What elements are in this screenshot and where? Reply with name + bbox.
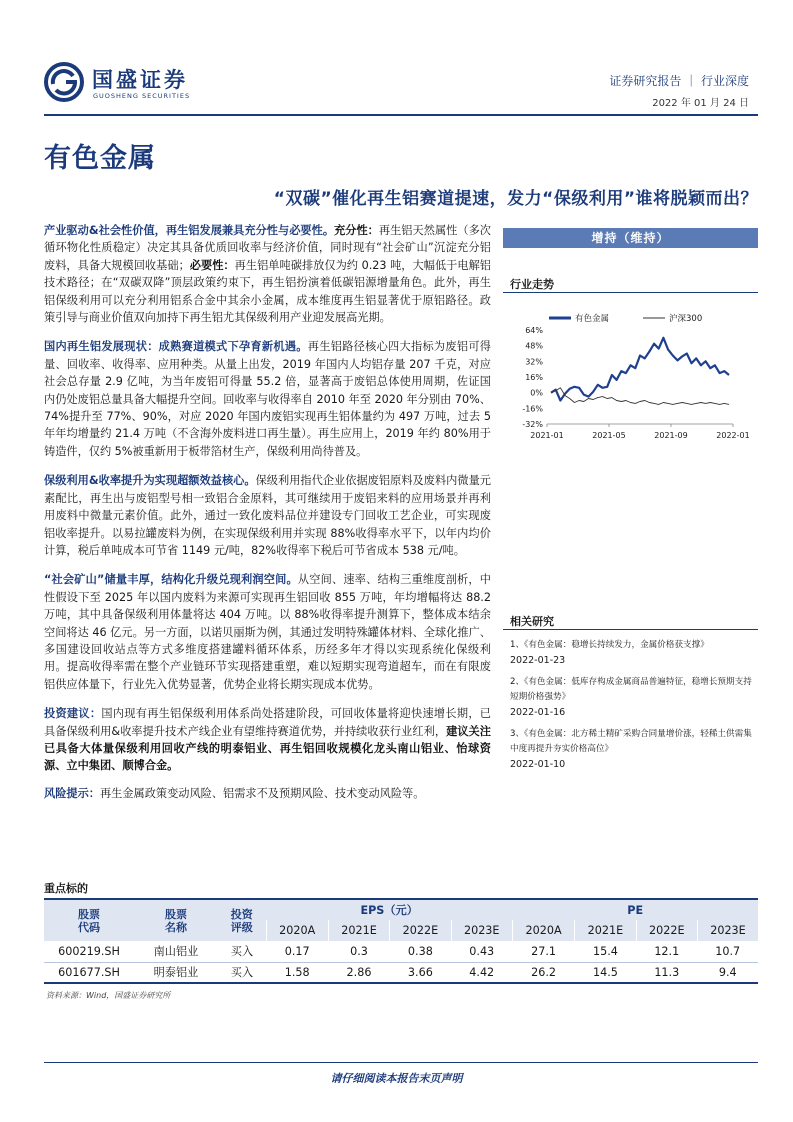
y-tick-label: 16% <box>525 373 543 382</box>
paragraph-lead: “社会矿山”储量丰厚，结构化升级兑现利润空间。 <box>44 573 298 587</box>
research-list <box>510 638 760 779</box>
bold-text: 建议关注已具备大体量保级利用回收产线的明泰铝业、再生铝回收规模化龙头南山铝业、怡球资源、立中集团、顺博合金。 <box>44 724 491 773</box>
stock-rating: 买入 <box>218 962 266 983</box>
table-cell: 2.86 <box>328 962 389 983</box>
stock-name: 明泰铝业 <box>134 962 218 983</box>
stock-name: 南山铝业 <box>134 941 218 962</box>
research-item-date: 2022-01-10 <box>510 759 566 770</box>
table-cell: 12.1 <box>636 941 697 962</box>
paragraph-text: 再生铝天然属性（多次循环物化性质稳定）决定其具备优质回收率与经济价值，同时现有“社会矿山”沉淀充分铝废料，具备大规模回收基础； <box>44 224 491 272</box>
paragraph-text: 国内现有再生铝保级利用体系尚处搭建阶段，可回收体量将迎快速增长期，已具备保级利用&收率提升技术产线企业有望维持赛道优势，并持续收获行业红利， <box>44 707 491 738</box>
table-cell: 0.3 <box>328 941 389 962</box>
trend-divider <box>503 292 758 293</box>
report-body <box>44 222 491 814</box>
research-item-date: 2022-01-16 <box>510 707 566 718</box>
paragraph-text: 再生金属政策变动风险、铝需求不及预期风险、技术变动风险等。 <box>99 786 425 800</box>
table-row <box>44 962 758 983</box>
column-header-year: 2021E <box>328 920 389 941</box>
trend-chart <box>503 300 758 450</box>
paragraph-lead: 风险提示： <box>44 786 100 800</box>
company-logo-icon <box>44 62 84 102</box>
column-header-pe: PE <box>512 899 758 920</box>
report-date: 2022 年 01 月 24 日 <box>652 98 749 109</box>
table-cell: 27.1 <box>512 941 574 962</box>
paragraph-lead: 产业驱动&社会性价值，再生铝发展兼具充分性与必要性。 <box>44 224 335 237</box>
column-header-year: 2020A <box>512 920 574 941</box>
paragraph-industry-drivers <box>44 222 491 326</box>
report-type: 证券研究报告 ｜ 行业深度 <box>609 74 749 88</box>
table-source: 资料来源：Wind，国盛证券研究所 <box>46 991 171 1000</box>
sector-title: 有色金属 <box>44 143 156 174</box>
table-cell: 0.43 <box>451 941 512 962</box>
company-name-en: GUOSHENG SECURITIES <box>93 92 191 100</box>
paragraph-current-status <box>44 338 491 460</box>
rating-badge: 增持（维持） <box>503 228 758 248</box>
column-header-year: 2022E <box>390 920 451 941</box>
paragraph-investment-advice <box>44 705 491 775</box>
key-stocks-title: 重点标的 <box>44 882 88 895</box>
research-item[interactable] <box>510 675 760 720</box>
paragraph-lead: 投资建议： <box>44 707 102 721</box>
header-divider <box>44 114 758 116</box>
research-item[interactable] <box>510 727 760 772</box>
paragraph-lead: 保级利用&收率提升为实现超额效益核心。 <box>44 474 256 488</box>
y-tick-label: 64% <box>525 326 543 335</box>
footer-disclaimer: 请仔细阅读本报告末页声明 <box>330 1072 463 1085</box>
footer-divider <box>44 1062 758 1063</box>
series-line-nonferrous <box>551 338 729 401</box>
research-item[interactable] <box>510 638 760 668</box>
research-item-title[interactable]: 1、《有色金属：稳增长持续发力，金属价格获支撑》 <box>510 640 709 650</box>
y-tick-label: 0% <box>530 388 543 398</box>
table-cell: 14.5 <box>575 962 636 983</box>
table-cell: 9.4 <box>697 962 758 983</box>
key-stocks-table <box>44 898 758 984</box>
table-row <box>44 941 758 962</box>
column-header-eps: EPS（元） <box>266 899 512 920</box>
stock-code: 601677.SH <box>44 962 134 983</box>
x-tick-label: 2021-01 <box>530 431 564 440</box>
table-cell: 11.3 <box>636 962 697 983</box>
table-cell: 15.4 <box>575 941 636 962</box>
research-divider <box>503 629 758 630</box>
paragraph-lead: 国内再生铝发展现状：成熟赛道模式下孕育新机遇。 <box>44 340 308 354</box>
table-cell: 0.38 <box>390 941 451 962</box>
column-header-name: 股票 名称 <box>134 899 218 941</box>
column-header-year: 2021E <box>575 920 636 941</box>
table-cell: 0.17 <box>266 941 328 962</box>
research-item-title[interactable]: 3、《有色金属：北方稀土精矿采购合同量增价涨，轻稀土供需集中度再提升夯实价格高位》 <box>510 729 752 754</box>
table-cell: 26.2 <box>512 962 574 983</box>
column-header-rating: 投资 评级 <box>218 899 266 941</box>
table-cell: 4.42 <box>451 962 512 983</box>
table-cell: 3.66 <box>390 962 451 983</box>
series-line-csi300 <box>551 388 729 405</box>
table-cell: 1.58 <box>266 962 328 983</box>
paragraph-text: 保级利用指代企业依据废铝原料及废料内微量元素配比，再生出与废铝型号相一致铝合金原料，其可继续用于废铝来料的应用场景并再利用废料中微量元素价值。此外，通过一致化废料品位并建设专门回收工艺企业，可实现废铝收率提升。以易拉罐废料为例，在实现保级利用并实现 88%收得率水平下，以年内均价计算，税后单吨成本可节省 1149 元/吨，82%收得率下税后可节省成本 538 元/吨。 <box>44 474 491 557</box>
report-headline: “双碳”催化再生铝赛道提速，发力“保级利用”谁将脱颖而出？ <box>273 189 758 209</box>
y-tick-label: 48% <box>525 341 543 351</box>
research-title: 相关研究 <box>510 615 554 628</box>
x-tick-label: 2022-01 <box>716 431 750 440</box>
legend-label: 沪深300 <box>669 314 703 324</box>
column-header-year: 2023E <box>451 920 512 941</box>
stock-code: 600219.SH <box>44 941 134 962</box>
legend-label: 有色金属 <box>575 314 610 324</box>
paragraph-grade-utilization <box>44 472 491 559</box>
table-cell: 10.7 <box>697 941 758 962</box>
paragraph-text: 再生铝单吨碳排放仅为约 0.23 吨，大幅低于电解铝技术路径；在“双碳双降”顶层政策约束下，再生铝扮演着低碳铝源增量角色。此外，再生铝保级利用可以充分利用铝系合金中其余小金属，成本维度再生铝显著优于原铝路径。政策引导与商业价值双向加持下再生铝尤其保级利用产业迎发展高光期。 <box>44 258 491 325</box>
column-header-code: 股票 代码 <box>44 899 134 941</box>
paragraph-text: 从空间、速率、结构三重维度剖析，中性假设下至 2025 年以国内废料为来源可实现再生铝回收 855 万吨，年均增幅将达 88.2 万吨，其中具备保级利用体量将达 404 万吨。以 88%收得率提升测算下，整体成本结余空间将达 46 亿元。另一方面，以诺贝丽斯为例，其通过发明特殊罐体材料、全球化推广、多国建设回收站点等方式多维度搭建罐料循环体系，历经多年才得以实现系统化保级利用。提高收得率需在整个产业链环节实现搭建重塑，难以短期实现弯道超车，而在有限废铝供应体量下，行业先入优势显著，优势企业将长期实现成本优势。 <box>44 573 491 691</box>
research-item-title[interactable]: 2、《有色金属：低库存构成金属商品普遍特征，稳增长预期支持短期价格强势》 <box>510 677 752 702</box>
paragraph-text: 再生铝路径核心四大指标为废铝可得量、回收率、收得率、应用种类。从量上出发，2019 年国内人均铝存量 207 千克，对应社会总存量 2.9 亿吨，为当年废铝可得量 55.2 倍，显著高于废铝总体使用周期，佐证国内仍处废铝总量具备大幅提升空间。回收率与收得率自 2010 年至 2020 年分别由 70%、74%提升至 77%、90%，对应 2020 年国内废铝实现再生铝体量约为 497 万吨，过去 5 年年均增量约 21.4 万吨（不含海外废料进口再生量）。再生应用上，2019 年约 80%用于铸造件，仅约 5%被重新用于板带箔材生产，保级利用尚待普及。 <box>44 340 491 458</box>
y-tick-label: -32% <box>522 420 543 429</box>
bold-text: 必要性： <box>189 258 235 272</box>
x-tick-label: 2021-05 <box>592 431 626 440</box>
bold-text: 充分性： <box>334 224 379 237</box>
company-name: 国盛证券 <box>92 68 188 92</box>
x-tick-label: 2021-09 <box>654 431 688 440</box>
column-header-year: 2020A <box>266 920 328 941</box>
y-tick-label: -16% <box>522 404 543 414</box>
stock-rating: 买入 <box>218 941 266 962</box>
column-header-year: 2023E <box>697 920 758 941</box>
column-header-year: 2022E <box>636 920 697 941</box>
paragraph-risk <box>44 785 491 802</box>
research-item-date: 2022-01-23 <box>510 655 566 666</box>
y-tick-label: 32% <box>525 357 543 367</box>
paragraph-social-mine <box>44 571 491 693</box>
trend-title: 行业走势 <box>510 278 554 291</box>
